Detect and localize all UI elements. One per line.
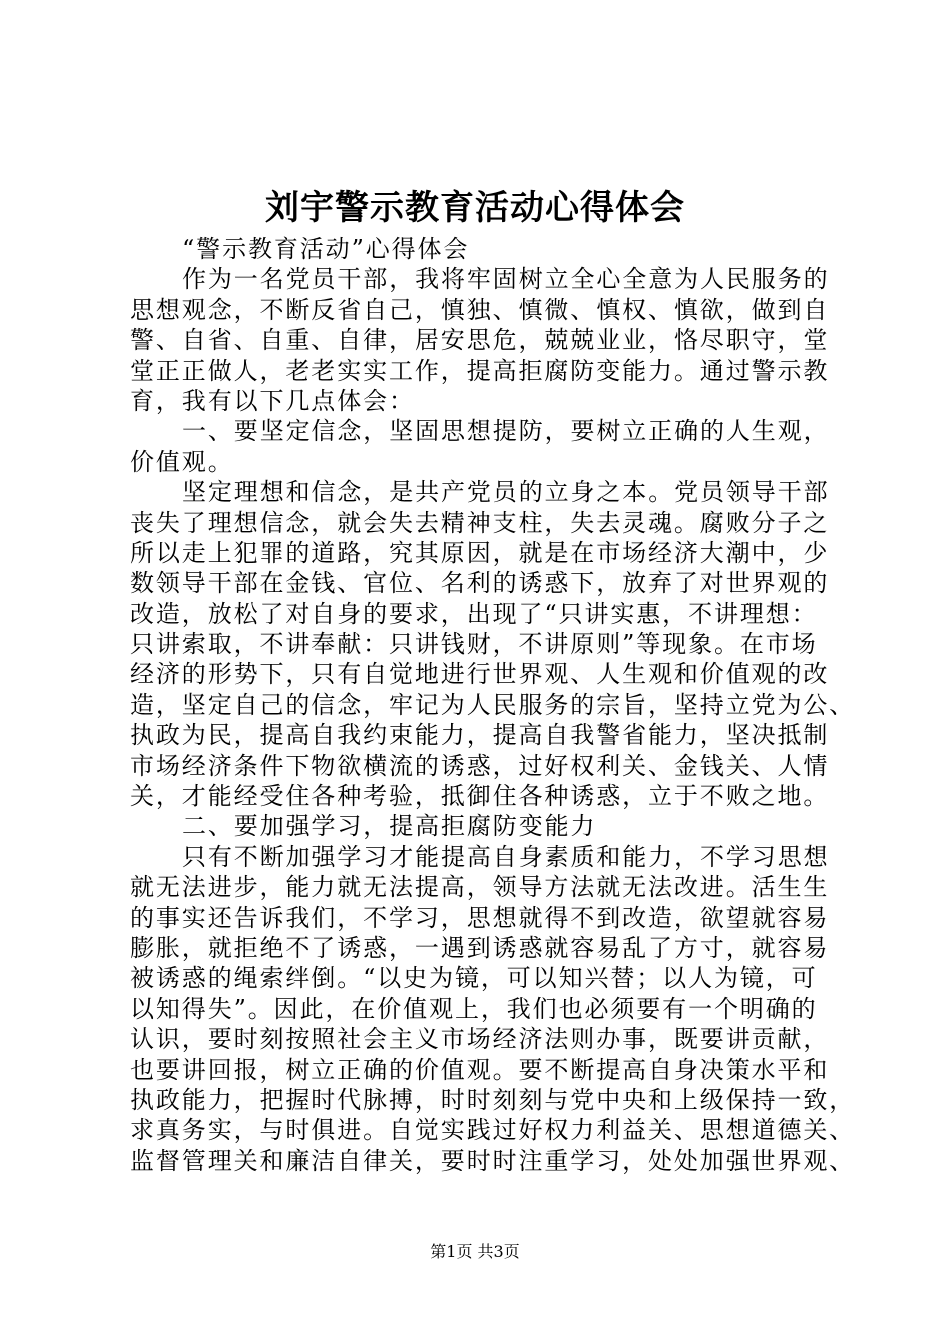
body-line: 求真务实，与时俱进。自觉实践过好权力利益关、思想道德关、 — [130, 1116, 856, 1145]
body-line: 二、要加强学习，提高拒腐防变能力 — [182, 812, 597, 841]
body-line: 只有不断加强学习才能提高自身素质和能力，不学习思想 — [182, 842, 830, 871]
body-line: 关，才能经受住各种考验，抵御住各种诱惑，立于不败之地。 — [130, 782, 830, 811]
body-line: 执政为民，提高自我约束能力，提高自我警省能力，坚决抵制 — [130, 721, 830, 750]
body-line: 认识，要时刻按照社会主义市场经济法则办事，既要讲贡献， — [130, 1025, 830, 1054]
document-title: 刘宇警示教育活动心得体会 — [265, 188, 685, 228]
body-line: 一、要坚定信念，坚固思想提防，要树立正确的人生观， — [182, 417, 830, 446]
body-line: 思想观念，不断反省自己，慎独、慎微、慎权、慎欲，做到自 — [130, 295, 830, 324]
body-line: 的事实还告诉我们，不学习，思想就得不到改造，欲望就容易 — [130, 903, 830, 932]
body-line: 价值观。 — [130, 447, 234, 476]
body-line: 堂正正做人，老老实实工作，提高拒腐防变能力。通过警示教 — [130, 356, 830, 385]
body-line: 育，我有以下几点体会： — [130, 386, 415, 415]
body-line: 数领导干部在金钱、官位、名利的诱惑下，放弃了对世界观的 — [130, 569, 830, 598]
body-line: 只讲索取，不讲奉献：只讲钱财，不讲原则”等现象。在市场 — [130, 630, 818, 659]
body-line: 监督管理关和廉洁自律关，要时时注重学习，处处加强世界观、 — [130, 1146, 856, 1175]
body-line: 被诱惑的绳索绊倒。“以史为镜，可以知兴替；以人为镜，可 — [130, 964, 818, 993]
body-line: 就无法进步，能力就无法提高，领导方法就无法改进。活生生 — [130, 873, 830, 902]
body-line: 改造，放松了对自身的要求，出现了“只讲实惠，不讲理想： — [130, 599, 818, 628]
body-line: 膨胀，就拒绝不了诱惑，一遇到诱惑就容易乱了方寸，就容易 — [130, 933, 830, 962]
body-line: 造，坚定自己的信念，牢记为人民服务的宗旨，坚持立党为公、 — [130, 690, 856, 719]
body-line: 执政能力，把握时代脉搏，时时刻刻与党中央和上级保持一致， — [130, 1085, 856, 1114]
body-line: 警、自省、自重、自律，居安思危，兢兢业业，恪尽职守，堂 — [130, 326, 830, 355]
body-line: 所以走上犯罪的道路，究其原因，就是在市场经济大潮中，少 — [130, 538, 830, 567]
body-line: 作为一名党员干部，我将牢固树立全心全意为人民服务的 — [182, 265, 830, 294]
body-line: 经济的形势下，只有自觉地进行世界观、人生观和价值观的改 — [130, 660, 830, 689]
body-line: 市场经济条件下物欲横流的诱惑，过好权利关、金钱关、人情 — [130, 751, 830, 780]
body-line: 丧失了理想信念，就会失去精神支柱，失去灵魂。腐败分子之 — [130, 508, 830, 537]
body-line: “警示教育活动”心得体会 — [182, 235, 470, 263]
page-footer: 第1页 共3页 — [430, 1242, 520, 1261]
body-line: 坚定理想和信念，是共产党员的立身之本。党员领导干部 — [182, 478, 830, 507]
body-line: 也要讲回报，树立正确的价值观。要不断提高自身决策水平和 — [130, 1055, 830, 1084]
document-body — [130, 234, 856, 1176]
body-line: 以知得失”。因此，在价值观上，我们也必须要有一个明确的 — [130, 994, 818, 1023]
